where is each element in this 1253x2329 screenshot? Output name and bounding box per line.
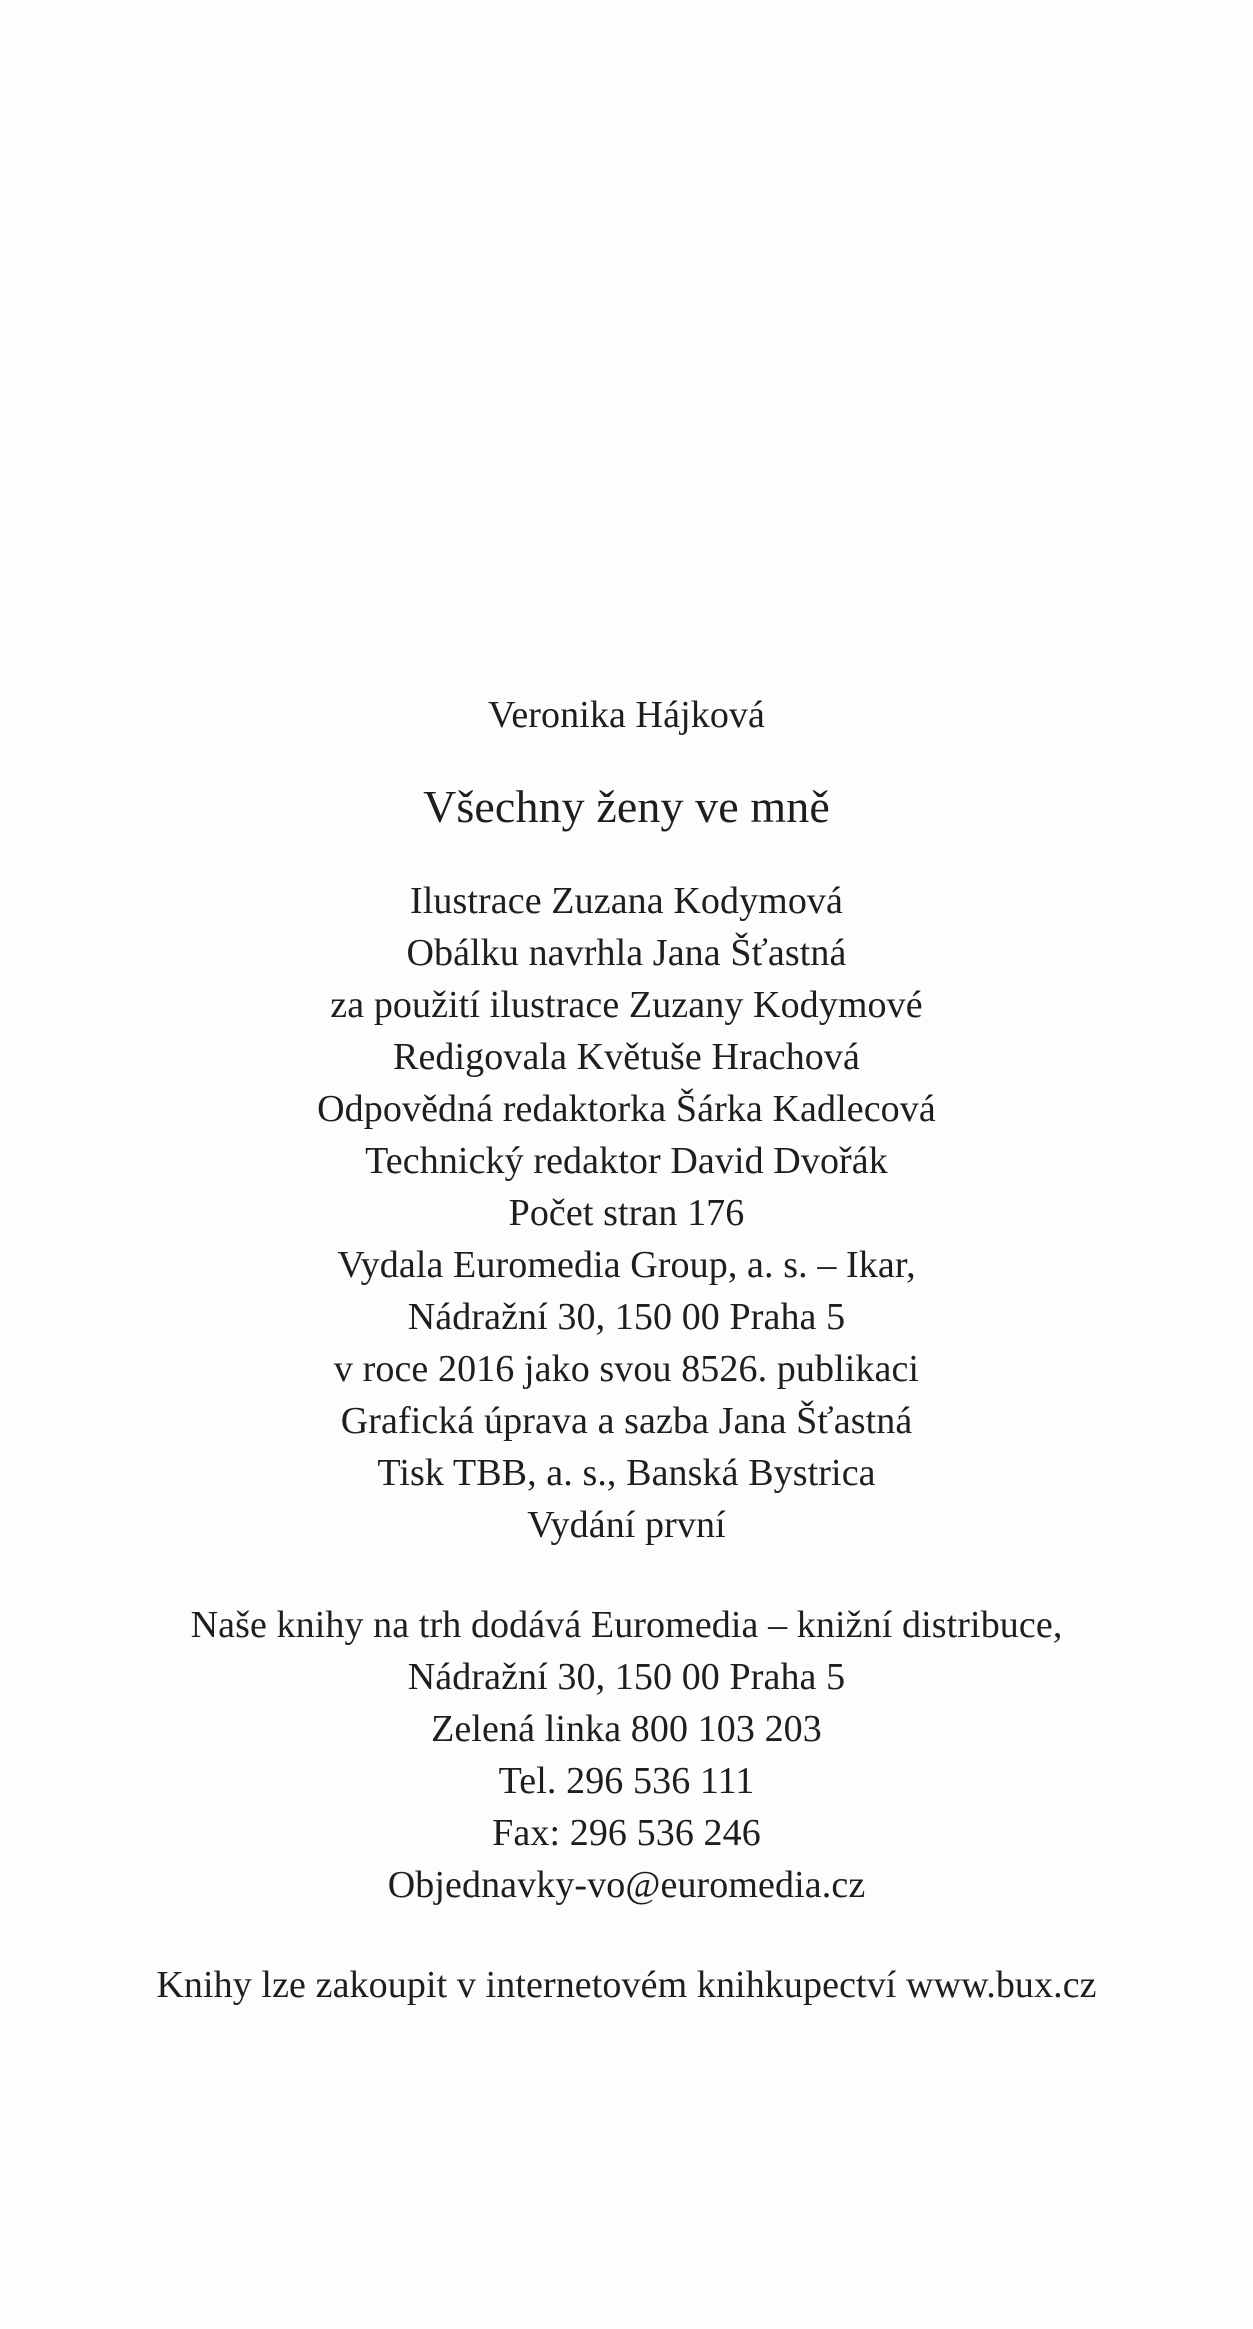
credit-technical-editor: Technický redaktor David Dvořák <box>365 1140 888 1182</box>
publisher: Vydala Euromedia Group, a. s. – Ikar, <box>337 1244 916 1286</box>
bookstore-footer: Knihy lze zakoupit v internetovém knihkupectví www.bux.cz <box>156 1964 1097 2006</box>
publisher-address: Nádražní 30, 150 00 Praha 5 <box>407 1296 846 1338</box>
credit-cover-design: Obálku navrhla Jana Šťastná <box>406 932 847 974</box>
edition: Vydání první <box>527 1504 726 1546</box>
publication-year: v roce 2016 jako svou 8526. publikaci <box>333 1348 920 1390</box>
book-title: Všechny ženy ve mně <box>423 781 830 832</box>
distribution-phone: Tel. 296 536 111 <box>498 1760 755 1802</box>
credit-illustrations: Ilustrace Zuzana Kodymová <box>410 880 843 922</box>
credit-editor: Redigovala Květuše Hrachová <box>393 1036 860 1078</box>
distribution-address: Nádražní 30, 150 00 Praha 5 <box>407 1656 846 1698</box>
distribution-hotline: Zelená linka 800 103 203 <box>431 1708 822 1750</box>
credit-typesetting: Grafická úprava a sazba Jana Šťastná <box>340 1400 913 1442</box>
credit-responsible-editor: Odpovědná redaktorka Šárka Kadlecová <box>317 1088 936 1130</box>
printer: Tisk TBB, a. s., Banská Bystrica <box>377 1452 876 1494</box>
credit-cover-illustration: za použití ilustrace Zuzany Kodymové <box>330 984 923 1026</box>
distribution-line: Naše knihy na trh dodává Euromedia – knižní distribuce, <box>190 1604 1063 1646</box>
author-name: Veronika Hájková <box>487 694 765 736</box>
distribution-fax: Fax: 296 536 246 <box>492 1812 761 1854</box>
page-count: Počet stran 176 <box>508 1192 745 1234</box>
distribution-email: Objednavky-vo@euromedia.cz <box>387 1864 866 1906</box>
